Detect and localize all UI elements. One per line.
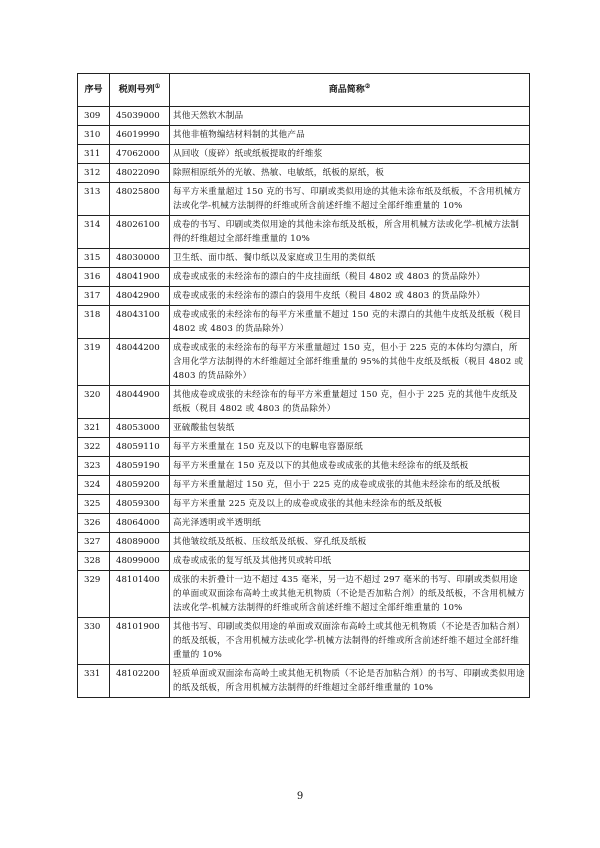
row-number: 330 xyxy=(78,618,110,665)
tariff-code: 48059300 xyxy=(110,495,170,514)
table-header-row xyxy=(78,74,530,107)
row-number: 309 xyxy=(78,107,110,126)
table-row xyxy=(78,552,530,571)
tariff-code: 48059110 xyxy=(110,438,170,457)
tariff-code: 48042900 xyxy=(110,287,170,306)
row-number: 318 xyxy=(78,306,110,339)
tariff-code: 48041900 xyxy=(110,268,170,287)
product-description: 其他成卷或成张的未经涂布的每平方米重量超过 150 克，但小于 225 克的其他牛皮纸及纸板（税目 4802 或 4803 的货品除外） xyxy=(170,386,530,419)
tariff-code: 48022090 xyxy=(110,164,170,183)
product-description: 其他皱纹纸及纸板、压纹纸及纸板、穿孔纸及纸板 xyxy=(170,533,530,552)
row-number: 326 xyxy=(78,514,110,533)
header-code-note: ① xyxy=(154,83,161,90)
product-description: 成卷的书写、印刷或类似用途的其他未涂布纸及纸板，所含用机械方法或化学-机械方法制得的纤维超过全部纤维重量的 10% xyxy=(170,216,530,249)
tariff-code: 48089000 xyxy=(110,533,170,552)
table-body xyxy=(78,107,530,698)
product-description: 成卷或成张的未经涂布的漂白的牛皮挂面纸（税目 4802 或 4803 的货品除外） xyxy=(170,268,530,287)
table-row xyxy=(78,533,530,552)
row-number: 323 xyxy=(78,457,110,476)
table-row xyxy=(78,287,530,306)
product-description: 其他非植物编结材料制的其他产品 xyxy=(170,126,530,145)
table-row xyxy=(78,618,530,665)
tariff-code: 47062000 xyxy=(110,145,170,164)
tariff-code: 48044200 xyxy=(110,339,170,386)
product-description: 成卷或成张的未经涂布的每平方米重量超过 150 克，但小于 225 克的本体均匀漂白，所含用化学方法制得的木纤维超过全部纤维重量的 95%的其他牛皮纸及纸板（税目 4802 或 4803 的货品除外） xyxy=(170,339,530,386)
table-row xyxy=(78,419,530,438)
row-number: 324 xyxy=(78,476,110,495)
tariff-code: 48101900 xyxy=(110,618,170,665)
header-seq: 序号 xyxy=(78,74,110,107)
table-row xyxy=(78,268,530,287)
tariff-table xyxy=(77,73,530,698)
product-description: 亚硫酸盐包装纸 xyxy=(170,419,530,438)
row-number: 310 xyxy=(78,126,110,145)
table-row xyxy=(78,306,530,339)
tariff-code: 45039000 xyxy=(110,107,170,126)
product-description: 其他书写、印刷或类似用途的单面或双面涂布高岭土或其他无机物质（不论是否加粘合剂）的纸及纸板，不含用机械方法或化学-机械方法制得的纤维或所含前述纤维不超过全部纤维重量的 10% xyxy=(170,618,530,665)
row-number: 312 xyxy=(78,164,110,183)
tariff-code: 48043100 xyxy=(110,306,170,339)
product-description: 轻质单面或双面涂布高岭土或其他无机物质（不论是否加粘合剂）的书写、印刷或类似用途的纸及纸板，所含用机械方法制得的纤维超过全部纤维重量的 10% xyxy=(170,665,530,698)
row-number: 325 xyxy=(78,495,110,514)
tariff-code: 48026100 xyxy=(110,216,170,249)
table-row xyxy=(78,145,530,164)
tariff-code: 48025800 xyxy=(110,183,170,216)
row-number: 315 xyxy=(78,249,110,268)
tariff-code: 48102200 xyxy=(110,665,170,698)
table-row xyxy=(78,183,530,216)
table-row xyxy=(78,665,530,698)
product-description: 卫生纸、面巾纸、餐巾纸以及家庭或卫生用的类似纸 xyxy=(170,249,530,268)
product-description: 每平方米重量在 150 克及以下的电解电容器原纸 xyxy=(170,438,530,457)
product-description: 成张的未折叠计一边不超过 435 毫米，另一边不超过 297 毫米的书写、印刷或类似用途的单面或双面涂布高岭土或其他无机物质（不论是否加粘合剂）的纸及纸板，不含用机械方法或化学-机械方法制得的纤维或所含前述纤维不超过全部纤维重量的 10% xyxy=(170,571,530,618)
product-description: 其他天然软木制品 xyxy=(170,107,530,126)
row-number: 328 xyxy=(78,552,110,571)
table-row xyxy=(78,514,530,533)
row-number: 317 xyxy=(78,287,110,306)
product-description: 成卷或成张的复写纸及其他拷贝或转印纸 xyxy=(170,552,530,571)
row-number: 316 xyxy=(78,268,110,287)
tariff-code: 48059200 xyxy=(110,476,170,495)
table-row xyxy=(78,339,530,386)
row-number: 329 xyxy=(78,571,110,618)
row-number: 327 xyxy=(78,533,110,552)
table-row xyxy=(78,495,530,514)
table-row xyxy=(78,571,530,618)
header-name-note: ② xyxy=(364,83,371,90)
table-row xyxy=(78,216,530,249)
tariff-code: 48059190 xyxy=(110,457,170,476)
table-row xyxy=(78,107,530,126)
row-number: 322 xyxy=(78,438,110,457)
tariff-code: 48101400 xyxy=(110,571,170,618)
tariff-code: 48064000 xyxy=(110,514,170,533)
row-number: 321 xyxy=(78,419,110,438)
product-description: 高光泽透明或半透明纸 xyxy=(170,514,530,533)
tariff-code: 48053000 xyxy=(110,419,170,438)
product-description: 每平方米重量在 150 克及以下的其他成卷或成张的其他未经涂布的纸及纸板 xyxy=(170,457,530,476)
header-name: 商品简称② xyxy=(170,74,530,107)
page-number: 9 xyxy=(296,791,304,802)
row-number: 320 xyxy=(78,386,110,419)
row-number: 319 xyxy=(78,339,110,386)
row-number: 331 xyxy=(78,665,110,698)
header-code: 税则号列① xyxy=(110,74,170,107)
tariff-code: 48044900 xyxy=(110,386,170,419)
row-number: 314 xyxy=(78,216,110,249)
table-row xyxy=(78,126,530,145)
product-description: 每平方米重量 225 克及以上的成卷或成张的其他未经涂布的纸及纸板 xyxy=(170,495,530,514)
tariff-code: 48030000 xyxy=(110,249,170,268)
product-description: 每平方米重量超过 150 克的书写、印刷或类似用途的其他未涂布纸及纸板，不含用机械方法或化学-机械方法制得的纤维或所含前述纤维不超过全部纤维重量的 10% xyxy=(170,183,530,216)
table-row xyxy=(78,386,530,419)
document-page xyxy=(77,73,529,698)
row-number: 313 xyxy=(78,183,110,216)
product-description: 成卷或成张的未经涂布的每平方米重量不超过 150 克的未漂白的其他牛皮纸及纸板（税目 4802 或 4803 的货品除外） xyxy=(170,306,530,339)
tariff-code: 48099000 xyxy=(110,552,170,571)
product-description: 每平方米重量超过 150 克，但小于 225 克的成卷或成张的其他未经涂布的纸及纸板 xyxy=(170,476,530,495)
tariff-code: 46019990 xyxy=(110,126,170,145)
table-row xyxy=(78,476,530,495)
table-row xyxy=(78,249,530,268)
table-row xyxy=(78,164,530,183)
table-row xyxy=(78,457,530,476)
product-description: 成卷或成张的未经涂布的漂白的袋用牛皮纸（税目 4802 或 4803 的货品除外） xyxy=(170,287,530,306)
product-description: 除照相原纸外的光敏、热敏、电敏纸，纸板的原纸，板 xyxy=(170,164,530,183)
table-row xyxy=(78,438,530,457)
product-description: 从回收（废碎）纸或纸板提取的纤维浆 xyxy=(170,145,530,164)
row-number: 311 xyxy=(78,145,110,164)
